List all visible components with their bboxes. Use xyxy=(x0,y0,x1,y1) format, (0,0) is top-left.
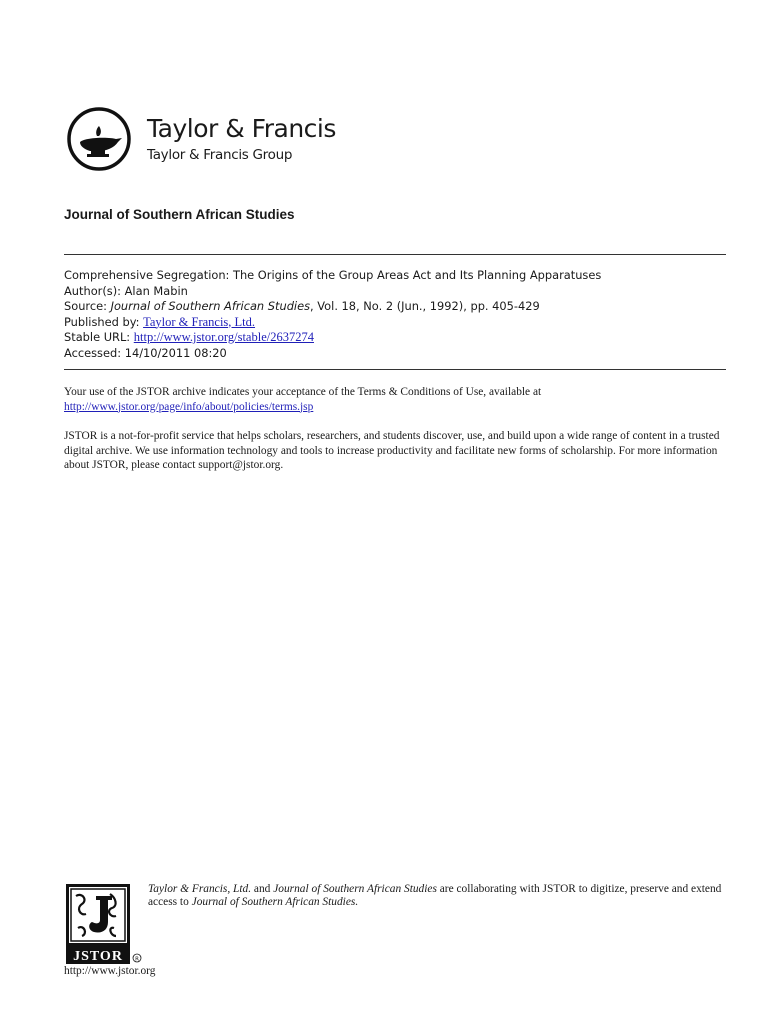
collaboration-statement xyxy=(148,883,728,909)
accessed-label: Accessed: xyxy=(64,345,122,360)
authors-line xyxy=(64,284,744,300)
source-label: Source: xyxy=(64,299,107,313)
jstor-logo-icon xyxy=(66,884,146,964)
article-metadata xyxy=(64,268,744,361)
terms-link[interactable]: http://www.jstor.org/page/info/about/policies/terms.jsp xyxy=(64,400,314,413)
about-jstor-text: JSTOR is a not-for-profit service that helps scholars, researchers, and students discover, use, and build upon a wide range of content in a trusted digital archive. We use information technology and tools to increase productivity and facilitate new forms of scholarship. For more information about JSTOR, please contact support@jstor.org. xyxy=(64,430,720,471)
publisher-name: Taylor & Francis xyxy=(147,114,336,143)
published-by-line xyxy=(64,315,744,331)
article-title: Comprehensive Segregation: The Origins of the Group Areas Act and Its Planning Apparatuses xyxy=(64,268,602,282)
terms-notice-text: Your use of the JSTOR archive indicates your acceptance of the Terms & Conditions of Use, available at xyxy=(64,386,542,398)
collab-middle: are collaborating with JSTOR to digitize, preserve and extend access to xyxy=(148,883,722,908)
jstor-wordmark: JSTOR xyxy=(73,949,123,964)
jstor-footer-url[interactable]: http://www.jstor.org xyxy=(64,965,156,977)
accessed-value: 14/10/2011 08:20 xyxy=(124,345,227,360)
publisher-link[interactable]: Taylor & Francis, Ltd. xyxy=(143,314,256,329)
accessed-line xyxy=(64,346,744,362)
collab-journal: Journal of Southern African Studies xyxy=(273,883,437,895)
publisher-logo xyxy=(66,106,366,178)
oil-lamp-icon xyxy=(66,106,132,172)
source-details: , Vol. 18, No. 2 (Jun., 1992), pp. 405-429 xyxy=(310,299,540,313)
terms-notice xyxy=(64,385,744,414)
stable-url-link[interactable]: http://www.jstor.org/stable/2637274 xyxy=(133,330,314,344)
source-journal: Journal of Southern African Studies xyxy=(110,299,311,313)
published-by-label: Published by: xyxy=(64,314,140,329)
collab-publisher: Taylor & Francis, Ltd. xyxy=(148,883,252,895)
top-divider xyxy=(64,254,726,255)
publisher-group: Taylor & Francis Group xyxy=(147,147,293,163)
authors-label: Author(s): xyxy=(64,283,122,298)
journal-title: Journal of Southern African Studies xyxy=(64,207,295,222)
svg-text:R: R xyxy=(135,956,139,963)
stable-url-line xyxy=(64,330,744,346)
bottom-divider xyxy=(64,369,726,370)
collab-journal-end: Journal of Southern African Studies. xyxy=(191,896,359,908)
stable-url-label: Stable URL: xyxy=(64,330,131,344)
authors-value: Alan Mabin xyxy=(124,283,188,298)
source-line xyxy=(64,299,744,315)
collab-and: and xyxy=(251,883,274,895)
